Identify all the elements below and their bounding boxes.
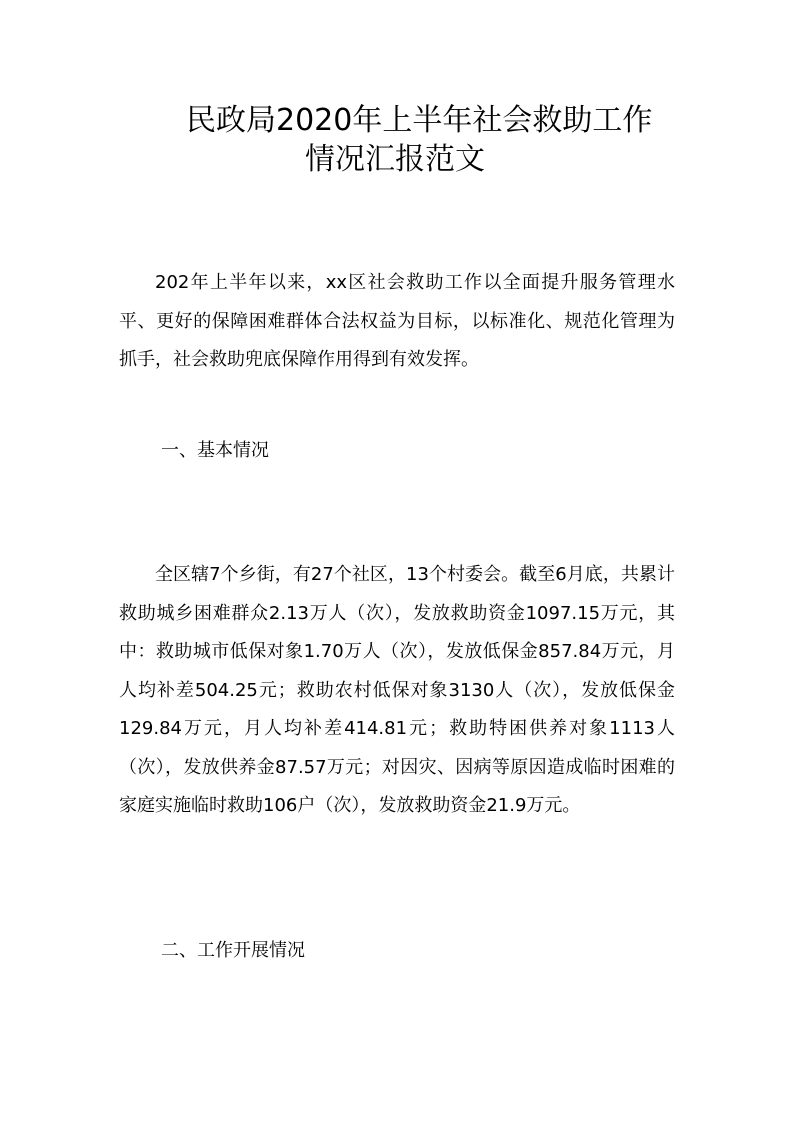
document-title-line-1: 民政局2020年上半年社会救助工作 [186, 103, 653, 138]
document-title-line-2: 情况汇报范文 [305, 142, 485, 177]
basic-situation-paragraph: 全区辖7个乡街，有27个社区，13个村委会。截至6月底，共累计救助城乡困难群众2.13万人（次），发放救助资金1097.15万元，其中：救助城市低保对象1.70万人（次），发放低保金857.84万元，月人均补差504.25元；救助农村低保对象3130人（次），发放低保金129.84万元，月人均补差414.81元；救助特困供养对象1113人（次），发放供养金87.57万元；对因灾、因病等原因造成临时困难的家庭实施临时救助106户（次），发放救助资金21.9万元。 [119, 564, 675, 816]
section-heading-work-progress: 二、工作开展情况 [161, 940, 305, 961]
section-heading-basic-situation: 一、基本情况 [161, 440, 269, 461]
intro-paragraph: 202年上半年以来，xx区社会救助工作以全面提升服务管理水平、更好的保障困难群体合法权益为目标，以标准化、规范化管理为抓手，社会救助兜底保障作用得到有效发挥。 [119, 272, 675, 370]
